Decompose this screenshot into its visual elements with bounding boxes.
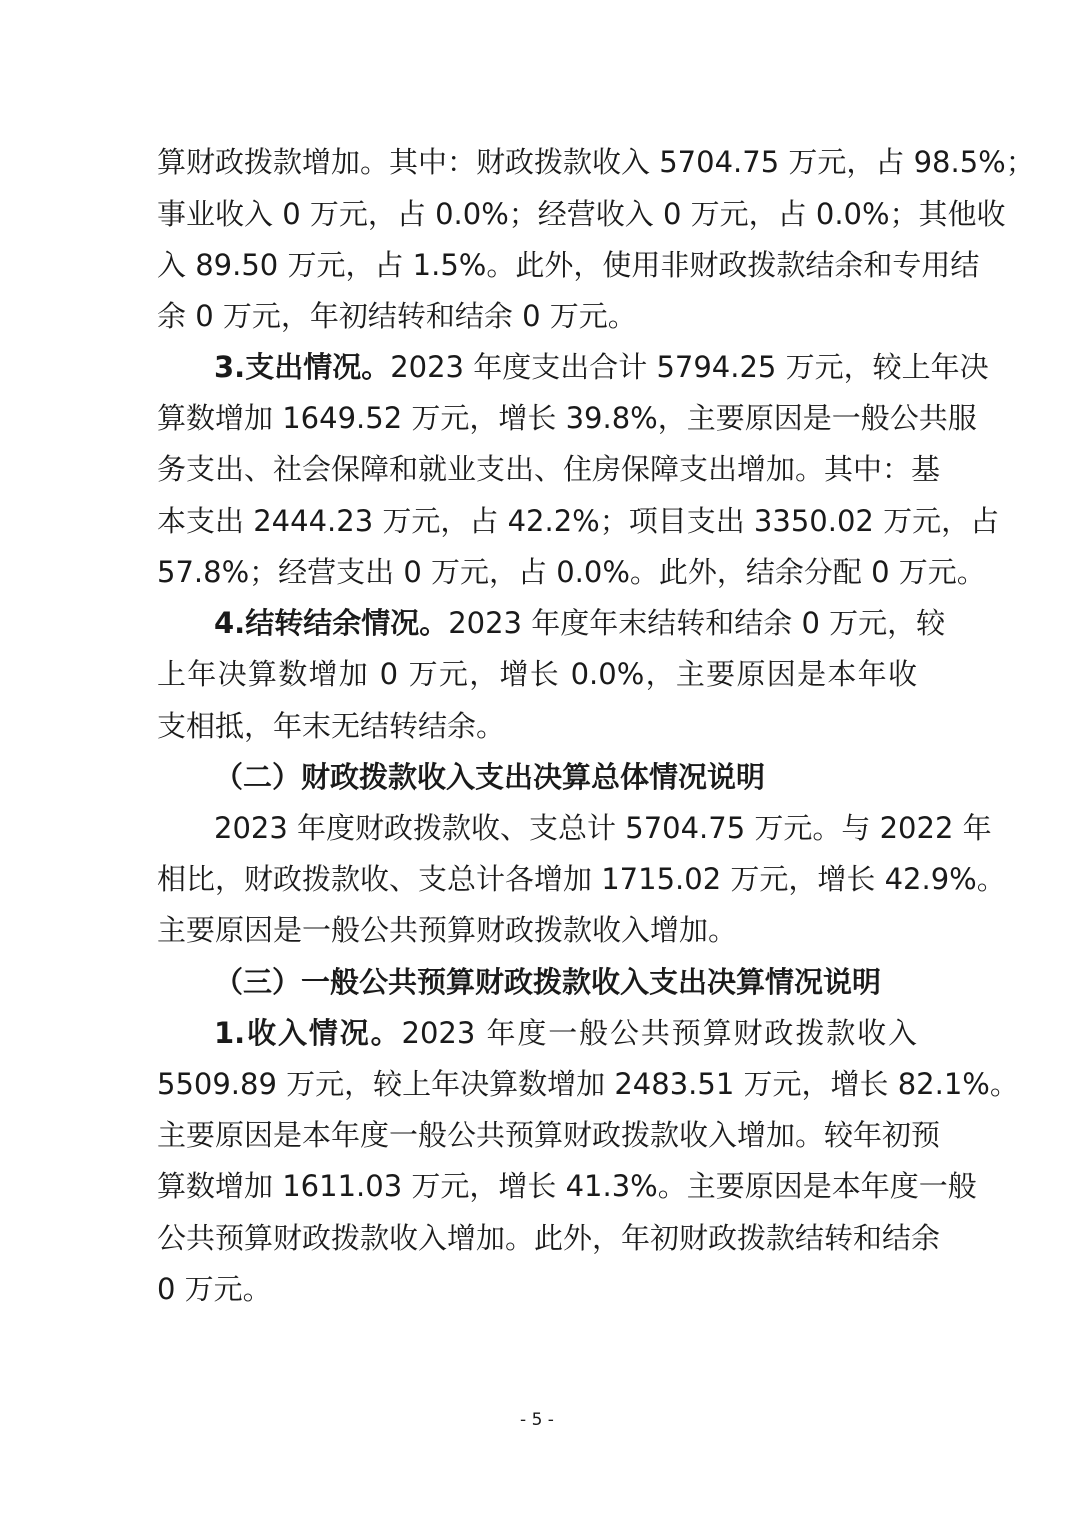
body-line: 算数增加 1611.03 万元，增长 41.3%。主要原因是本年度一般 (157, 1169, 977, 1203)
body-line: 主要原因是本年度一般公共预算财政拨款收入增加。较年初预 (157, 1118, 941, 1152)
section-heading-carryover: 4.结转结余情况。 (214, 606, 449, 640)
body-line: 0 万元。 (157, 1272, 272, 1306)
body-line: 本支出 2444.23 万元，占 42.2%；项目支出 3350.02 万元，占 (157, 504, 1000, 538)
paragraph-start-line: 3.支出情况。2023 年度支出合计 5794.25 万元，较上年决 (214, 350, 989, 384)
paragraph-start-line: 4.结转结余情况。2023 年度年末结转和结余 0 万元，较 (214, 606, 946, 640)
body-line: 5509.89 万元，较上年决算数增加 2483.51 万元，增长 82.1%。 (157, 1067, 1019, 1101)
page-number: - 5 - (520, 1410, 554, 1430)
paragraph-start-line: 2023 年度财政拨款收、支总计 5704.75 万元。与 2022 年 (214, 811, 992, 845)
body-line: 事业收入 0 万元，占 0.0%；经营收入 0 万元，占 0.0%；其他收 (157, 197, 1006, 231)
body-line: 公共预算财政拨款收入增加。此外，年初财政拨款结转和结余 (157, 1221, 941, 1255)
section-heading-2: （二）财政拨款收入支出决算总体情况说明 (214, 760, 766, 794)
body-line: 务支出、社会保障和就业支出、住房保障支出增加。其中：基 (157, 452, 941, 486)
body-line: 算财政拨款增加。其中：财政拨款收入 5704.75 万元，占 98.5%； (157, 145, 1035, 179)
section-heading-expenditure: 3.支出情况。 (214, 350, 391, 384)
body-line: 算数增加 1649.52 万元，增长 39.8%，主要原因是一般公共服 (157, 401, 977, 435)
body-line: 上年决算数增加 0 万元，增长 0.0%，主要原因是本年收 (157, 657, 917, 691)
body-line: 入 89.50 万元，占 1.5%。此外，使用非财政拨款结余和专用结 (157, 248, 980, 282)
body-line: 57.8%；经营支出 0 万元，占 0.0%。此外，结余分配 0 万元。 (157, 555, 986, 589)
section-heading-income: 1.收入情况。 (214, 1016, 402, 1050)
section-heading-3: （三）一般公共预算财政拨款收入支出决算情况说明 (214, 965, 882, 999)
body-line: 支相抵，年末无结转结余。 (157, 709, 506, 743)
body-line: 余 0 万元，年初结转和结余 0 万元。 (157, 299, 637, 333)
paragraph-start-line: 1.收入情况。2023 年度一般公共预算财政拨款收入 (214, 1016, 917, 1050)
body-line: 相比，财政拨款收、支总计各增加 1715.02 万元，增长 42.9%。 (157, 862, 1006, 896)
body-line: 主要原因是一般公共预算财政拨款收入增加。 (157, 913, 738, 947)
